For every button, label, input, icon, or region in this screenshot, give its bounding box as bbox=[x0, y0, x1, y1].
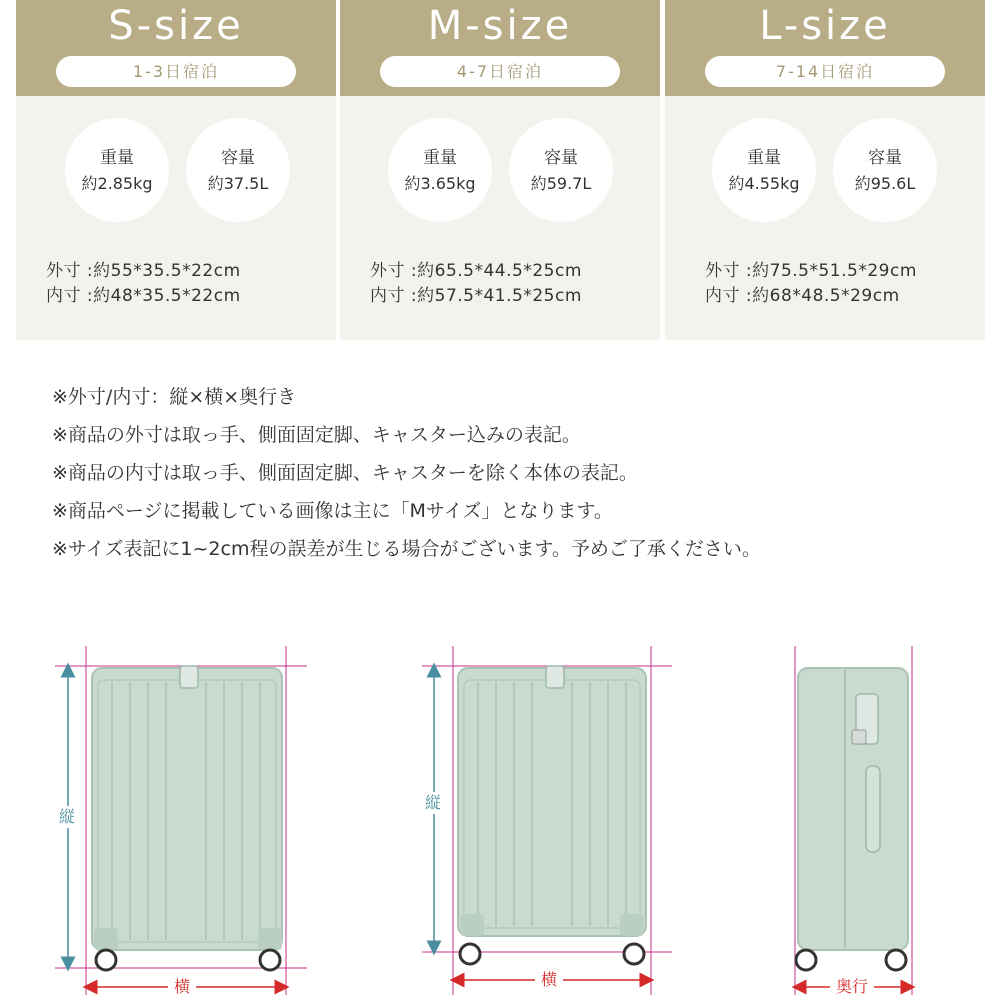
note-line: ※商品ページに掲載している画像は主に「Mサイズ」となります。 bbox=[52, 500, 613, 522]
capacity-value: 約59.7L bbox=[530, 174, 592, 193]
suitcase-front-view-1 bbox=[55, 646, 307, 995]
weight-value: 約4.55kg bbox=[728, 174, 800, 193]
width-label: 横 bbox=[168, 978, 196, 996]
outer-dimensions: 外寸 :約65.5*44.5*25cm bbox=[370, 261, 582, 281]
capacity-label: 容量 bbox=[868, 148, 902, 168]
outer-dimensions: 外寸 :約75.5*51.5*29cm bbox=[705, 261, 917, 281]
inner-dimensions: 内寸 :約48*35.5*22cm bbox=[46, 286, 241, 306]
size-title: S-size bbox=[108, 3, 244, 49]
weight-label: 重量 bbox=[747, 148, 781, 168]
dimensions-text bbox=[46, 259, 241, 309]
capacity-circle bbox=[509, 118, 613, 222]
size-header bbox=[665, 0, 985, 96]
capacity-circle bbox=[833, 118, 937, 222]
note-line: ※外寸/内寸：縦×横×奥行き bbox=[52, 386, 297, 408]
size-title: M-size bbox=[427, 3, 573, 49]
capacity-value: 約95.6L bbox=[854, 174, 916, 193]
nights-badge: 7-14日宿泊 bbox=[705, 56, 945, 87]
weight-value: 約2.85kg bbox=[81, 174, 153, 193]
weight-circle bbox=[712, 118, 816, 222]
weight-circle bbox=[65, 118, 169, 222]
height-label: 縦 bbox=[59, 807, 76, 826]
depth-label: 奥行 bbox=[830, 978, 874, 996]
nights-badge: 1-3日宿泊 bbox=[56, 56, 296, 87]
size-spec-panel bbox=[340, 96, 660, 340]
note-line: ※サイズ表記に1~2cm程の誤差が生じる場合がございます。予めご了承ください。 bbox=[52, 538, 761, 560]
inner-dimensions: 内寸 :約57.5*41.5*25cm bbox=[370, 286, 582, 306]
size-column-s bbox=[16, 0, 336, 340]
notes-list bbox=[52, 378, 982, 568]
size-column-l bbox=[665, 0, 985, 340]
suitcase-front-view-2 bbox=[422, 646, 672, 995]
note-line: ※商品の内寸は取っ手、側面固定脚、キャスターを除く本体の表記。 bbox=[52, 462, 638, 484]
size-column-m bbox=[340, 0, 660, 340]
inner-dimensions: 内寸 :約68*48.5*29cm bbox=[705, 286, 900, 306]
size-spec-panel bbox=[665, 96, 985, 340]
height-label: 縦 bbox=[425, 793, 442, 812]
weight-label: 重量 bbox=[100, 148, 134, 168]
size-title: L-size bbox=[759, 3, 891, 49]
dimension-diagram bbox=[0, 630, 1000, 1000]
nights-badge: 4-7日宿泊 bbox=[380, 56, 620, 87]
capacity-value: 約37.5L bbox=[207, 174, 269, 193]
suitcase-side-view bbox=[795, 646, 912, 995]
weight-value: 約3.65kg bbox=[404, 174, 476, 193]
weight-label: 重量 bbox=[423, 148, 457, 168]
outer-dimensions: 外寸 :約55*35.5*22cm bbox=[46, 261, 241, 281]
weight-circle bbox=[388, 118, 492, 222]
dimensions-text bbox=[370, 259, 582, 309]
size-header bbox=[340, 0, 660, 96]
note-line: ※商品の外寸は取っ手、側面固定脚、キャスター込みの表記。 bbox=[52, 424, 581, 446]
width-label: 横 bbox=[535, 971, 563, 989]
suitcase-illustrations bbox=[0, 630, 1000, 1000]
size-spec-panel bbox=[16, 96, 336, 340]
capacity-circle bbox=[186, 118, 290, 222]
capacity-label: 容量 bbox=[221, 148, 255, 168]
size-header bbox=[16, 0, 336, 96]
capacity-label: 容量 bbox=[544, 148, 578, 168]
dimensions-text bbox=[705, 259, 917, 309]
